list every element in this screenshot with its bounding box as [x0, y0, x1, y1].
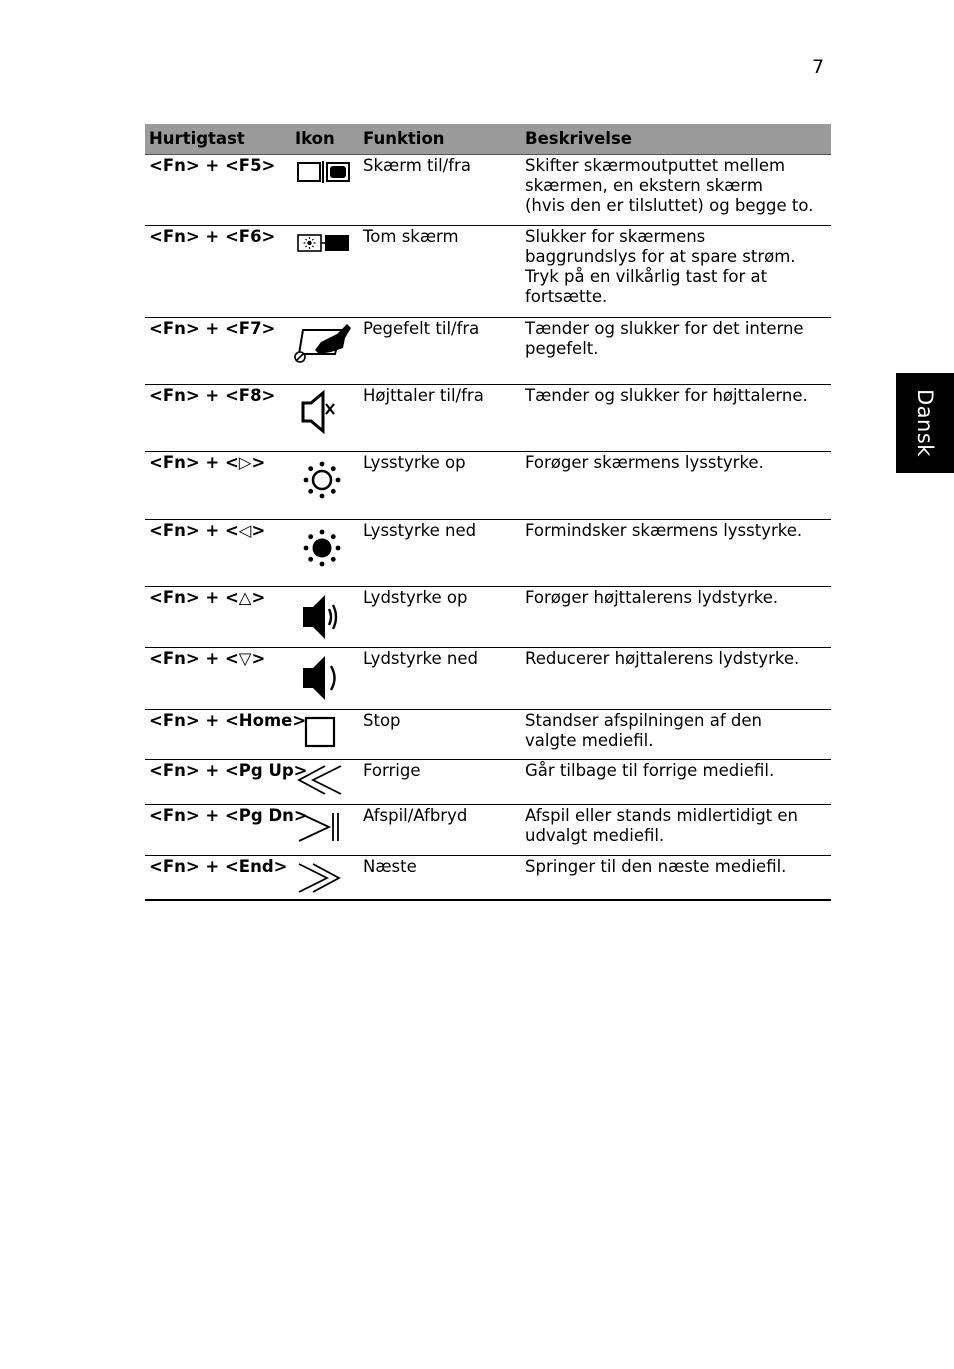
description-line: Slukker for skærmens [525, 227, 706, 246]
table-header-row [145, 124, 831, 155]
hotkey-cell: <Fn> + <F6> [145, 226, 291, 318]
table-row [145, 587, 831, 648]
description-cell [521, 856, 831, 900]
description-cell [521, 385, 831, 452]
header-icon: Ikon [291, 124, 359, 155]
description-cell [521, 452, 831, 520]
description-cell [521, 155, 831, 226]
hotkey-cell: <Fn> + <◁> [145, 520, 291, 587]
description-line: Forøger skærmens lysstyrke. [525, 453, 764, 472]
hotkey-cell: <Fn> + <F7> [145, 318, 291, 385]
hotkey-cell: <Fn> + <△> [145, 587, 291, 648]
table-row [145, 155, 831, 226]
description-line: Går tilbage til forrige mediefil. [525, 761, 775, 780]
hotkey-cell: <Fn> + <Pg Dn> [145, 805, 291, 856]
function-cell: Afspil/Afbryd [359, 805, 521, 856]
description-line: Forøger højttalerens lydstyrke. [525, 588, 779, 607]
table-row [145, 385, 831, 452]
hotkey-table [145, 124, 831, 901]
description-line: Formindsker skærmens lysstyrke. [525, 521, 803, 540]
function-cell: Lydstyrke op [359, 587, 521, 648]
description-cell [521, 710, 831, 760]
description-line: Reducerer højttalerens lydstyrke. [525, 649, 800, 668]
hotkey-cell: <Fn> + <F5> [145, 155, 291, 226]
brightness-up-icon [291, 454, 355, 504]
hotkey-cell: <Fn> + <Pg Up> [145, 760, 291, 805]
touchpad-toggle-icon [291, 320, 355, 364]
description-line: Tænder og slukker for det interne [525, 319, 804, 338]
description-cell [521, 520, 831, 587]
function-cell: Lysstyrke op [359, 452, 521, 520]
description-line: udvalgt mediefil. [525, 826, 665, 845]
function-cell: Næste [359, 856, 521, 900]
language-side-tab-label: Dansk [913, 389, 937, 457]
screen-blank-icon [291, 228, 355, 258]
table-row [145, 710, 831, 760]
description-line: Tryk på en vilkårlig tast for at [525, 267, 768, 286]
description-line: pegefelt. [525, 339, 599, 358]
description-cell [521, 805, 831, 856]
header-hotkey: Hurtigtast [145, 124, 291, 155]
table-row [145, 760, 831, 805]
description-line: skærmen, en ekstern skærm [525, 176, 763, 195]
function-cell: Tom skærm [359, 226, 521, 318]
volume-up-icon [291, 589, 355, 643]
table-row [145, 520, 831, 587]
function-cell: Lydstyrke ned [359, 648, 521, 710]
description-line: Skifter skærmoutputtet mellem [525, 156, 786, 175]
speaker-mute-icon [291, 387, 355, 437]
description-cell [521, 226, 831, 318]
description-line: valgte mediefil. [525, 731, 654, 750]
hotkey-cell: <Fn> + <F8> [145, 385, 291, 452]
function-cell: Lysstyrke ned [359, 520, 521, 587]
hotkey-cell: <Fn> + <▽> [145, 648, 291, 710]
next-icon [291, 858, 355, 896]
table-row [145, 318, 831, 385]
table-row [145, 452, 831, 520]
table-row [145, 805, 831, 856]
table-row [145, 648, 831, 710]
hotkey-cell: <Fn> + <▷> [145, 452, 291, 520]
function-cell: Stop [359, 710, 521, 760]
language-side-tab [896, 373, 954, 473]
description-cell [521, 760, 831, 805]
description-line: fortsætte. [525, 287, 608, 306]
description-line: Standser afspilningen af den [525, 711, 762, 730]
description-cell [521, 587, 831, 648]
hotkey-cell: <Fn> + <End> [145, 856, 291, 900]
header-description: Beskrivelse [521, 124, 831, 155]
function-cell: Forrige [359, 760, 521, 805]
description-line: Tænder og slukker for højttalerne. [525, 386, 808, 405]
description-line: baggrundslys for at spare strøm. [525, 247, 796, 266]
description-cell [521, 648, 831, 710]
function-cell: Højttaler til/fra [359, 385, 521, 452]
table-row [145, 856, 831, 900]
header-function: Funktion [359, 124, 521, 155]
description-line: (hvis den er tilsluttet) og begge to. [525, 196, 814, 215]
play-pause-icon [291, 807, 355, 847]
table-row [145, 226, 831, 318]
function-cell: Pegefelt til/fra [359, 318, 521, 385]
description-line: Afspil eller stands midlertidigt en [525, 806, 798, 825]
brightness-down-icon [291, 522, 355, 572]
description-line: Springer til den næste mediefil. [525, 857, 787, 876]
description-cell [521, 318, 831, 385]
hotkey-cell: <Fn> + <Home> [145, 710, 291, 760]
display-toggle-icon [291, 157, 355, 187]
volume-down-icon [291, 650, 355, 704]
function-cell: Skærm til/fra [359, 155, 521, 226]
page-number: 7 [812, 56, 825, 78]
